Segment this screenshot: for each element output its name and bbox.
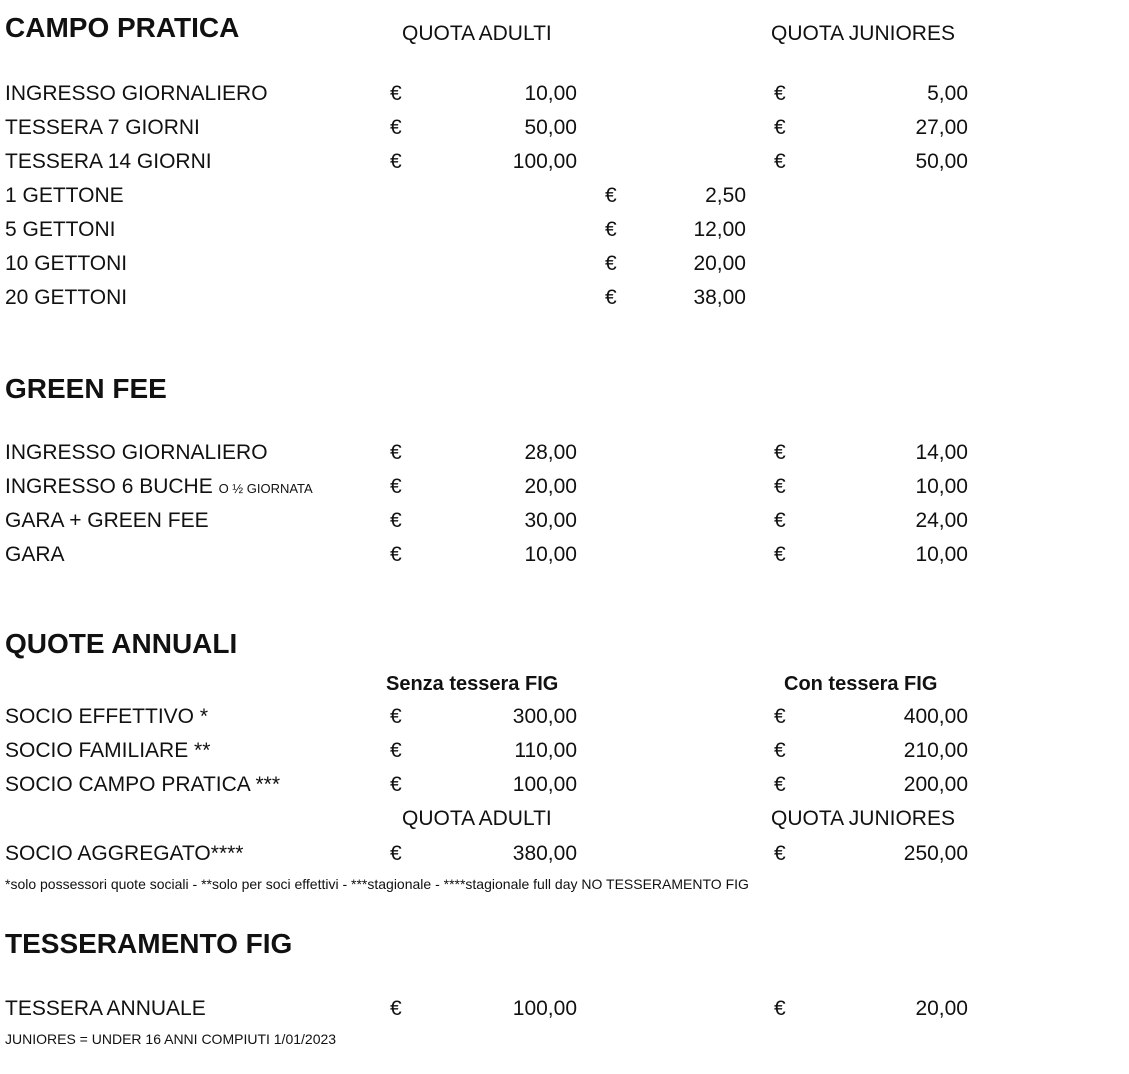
price-adulti: 30,00 bbox=[524, 509, 577, 532]
column-header-quota-juniores: QUOTA JUNIORES bbox=[771, 807, 955, 830]
price-adulti: 100,00 bbox=[512, 150, 577, 173]
row-label: TESSERA 14 GIORNI bbox=[5, 150, 212, 173]
euro-symbol: € bbox=[605, 218, 617, 241]
price-adulti: 10,00 bbox=[524, 82, 577, 105]
row-label: GARA + GREEN FEE bbox=[5, 509, 209, 532]
euro-symbol: € bbox=[774, 997, 786, 1020]
row-label bbox=[5, 475, 313, 499]
euro-symbol: € bbox=[774, 116, 786, 139]
row-label: INGRESSO GIORNALIERO bbox=[5, 441, 268, 464]
row-label: SOCIO AGGREGATO**** bbox=[5, 842, 244, 865]
price-adulti: 28,00 bbox=[524, 441, 577, 464]
row-label: SOCIO EFFETTIVO * bbox=[5, 705, 209, 728]
price-juniores: 14,00 bbox=[915, 441, 968, 464]
euro-symbol: € bbox=[390, 997, 402, 1020]
footnote: *solo possessori quote sociali - **solo per soci effettivi - ***stagionale - ****stagionale full day NO TESSERAMENTO FIG bbox=[5, 876, 749, 892]
euro-symbol: € bbox=[390, 705, 402, 728]
price-juniores: 250,00 bbox=[903, 842, 968, 865]
euro-symbol: € bbox=[774, 543, 786, 566]
row-label: 5 GETTONI bbox=[5, 218, 116, 241]
euro-symbol: € bbox=[390, 543, 402, 566]
euro-symbol: € bbox=[390, 475, 402, 498]
price-juniores: 24,00 bbox=[915, 509, 968, 532]
price-con: 200,00 bbox=[903, 773, 968, 796]
column-header-quota-adulti: QUOTA ADULTI bbox=[402, 22, 552, 45]
euro-symbol: € bbox=[390, 150, 402, 173]
euro-symbol: € bbox=[774, 82, 786, 105]
row-label: TESSERA ANNUALE bbox=[5, 997, 206, 1020]
price-juniores: 5,00 bbox=[927, 82, 968, 105]
row-label: SOCIO CAMPO PRATICA *** bbox=[5, 773, 280, 796]
euro-symbol: € bbox=[605, 184, 617, 207]
euro-symbol: € bbox=[774, 739, 786, 762]
price-senza: 100,00 bbox=[512, 773, 577, 796]
price-con: 400,00 bbox=[903, 705, 968, 728]
price-gettoni: 20,00 bbox=[693, 252, 746, 275]
row-label: 1 GETTONE bbox=[5, 184, 124, 207]
section-title-tesseramento-fig: TESSERAMENTO FIG bbox=[5, 928, 293, 959]
euro-symbol: € bbox=[774, 509, 786, 532]
column-header-con-tessera: Con tessera FIG bbox=[784, 673, 938, 695]
row-label: GARA bbox=[5, 543, 65, 566]
euro-symbol: € bbox=[605, 286, 617, 309]
price-adulti: 380,00 bbox=[512, 842, 577, 865]
row-label: INGRESSO GIORNALIERO bbox=[5, 82, 268, 105]
price-adulti: 100,00 bbox=[512, 997, 577, 1020]
column-header-quota-juniores: QUOTA JUNIORES bbox=[771, 22, 955, 45]
price-juniores: 10,00 bbox=[915, 475, 968, 498]
euro-symbol: € bbox=[390, 509, 402, 532]
euro-symbol: € bbox=[390, 842, 402, 865]
euro-symbol: € bbox=[774, 773, 786, 796]
juniores-note: JUNIORES = UNDER 16 ANNI COMPIUTI 1/01/2023 bbox=[5, 1031, 337, 1047]
section-title-campo-pratica: CAMPO PRATICA bbox=[5, 12, 240, 43]
row-label-suffix: O ½ GIORNATA bbox=[218, 481, 313, 496]
price-senza: 300,00 bbox=[512, 705, 577, 728]
price-juniores: 20,00 bbox=[915, 997, 968, 1020]
section-title-green-fee: GREEN FEE bbox=[5, 373, 167, 404]
euro-symbol: € bbox=[774, 705, 786, 728]
euro-symbol: € bbox=[774, 475, 786, 498]
euro-symbol: € bbox=[390, 82, 402, 105]
section-title-quote-annuali: QUOTE ANNUALI bbox=[5, 628, 238, 659]
euro-symbol: € bbox=[390, 441, 402, 464]
price-gettoni: 38,00 bbox=[693, 286, 746, 309]
price-juniores: 10,00 bbox=[915, 543, 968, 566]
column-header-senza-tessera: Senza tessera FIG bbox=[386, 673, 559, 695]
row-label: 20 GETTONI bbox=[5, 286, 128, 309]
row-label: 10 GETTONI bbox=[5, 252, 128, 275]
euro-symbol: € bbox=[390, 739, 402, 762]
price-juniores: 50,00 bbox=[915, 150, 968, 173]
row-label-main: INGRESSO 6 BUCHE bbox=[5, 475, 213, 498]
price-adulti: 50,00 bbox=[524, 116, 577, 139]
row-label: SOCIO FAMILIARE ** bbox=[5, 739, 211, 762]
row-label: TESSERA 7 GIORNI bbox=[5, 116, 200, 139]
euro-symbol: € bbox=[774, 150, 786, 173]
price-adulti: 20,00 bbox=[524, 475, 577, 498]
euro-symbol: € bbox=[774, 441, 786, 464]
euro-symbol: € bbox=[774, 842, 786, 865]
price-gettoni: 12,00 bbox=[693, 218, 746, 241]
price-adulti: 10,00 bbox=[524, 543, 577, 566]
column-header-quota-adulti: QUOTA ADULTI bbox=[402, 807, 552, 830]
euro-symbol: € bbox=[390, 773, 402, 796]
price-gettoni: 2,50 bbox=[705, 184, 746, 207]
euro-symbol: € bbox=[605, 252, 617, 275]
price-juniores: 27,00 bbox=[915, 116, 968, 139]
price-senza: 110,00 bbox=[514, 739, 577, 762]
euro-symbol: € bbox=[390, 116, 402, 139]
price-con: 210,00 bbox=[903, 739, 968, 762]
